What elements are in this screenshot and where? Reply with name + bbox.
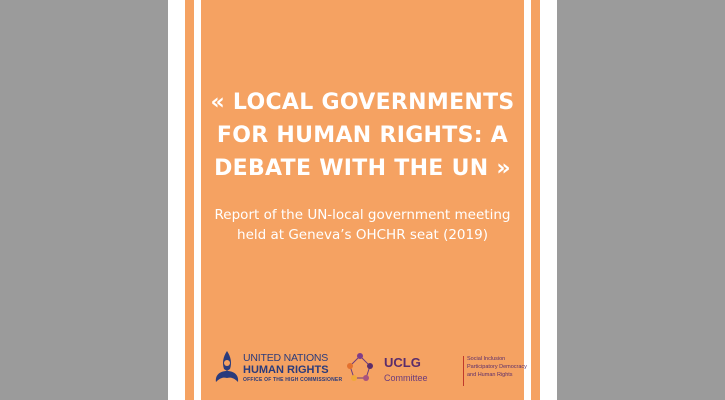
- un-emblem-icon: [213, 349, 241, 385]
- right-orange-stripe: [531, 0, 540, 400]
- right-gray-margin: [557, 0, 725, 400]
- un-line1: UNITED NATIONS: [243, 352, 329, 364]
- uclg-committee-name: Social Inclusion Participatory Democracy and Human Rights: [467, 356, 527, 378]
- un-line3: OFFICE OF THE HIGH COMMISSIONER: [243, 376, 343, 383]
- logo-divider: [463, 356, 464, 386]
- un-line2: HUMAN RIGHTS: [243, 363, 329, 376]
- report-cover: [168, 0, 557, 400]
- report-title: « LOCAL GOVERNMENTS FOR HUMAN RIGHTS: A DEBATE WITH THE UN »: [210, 90, 515, 181]
- cover-panel: [201, 0, 527, 400]
- report-subtitle: Report of the UN-local government meeting held at Geneva’s OHCHR seat (2019): [214, 207, 511, 243]
- uclg-committee-label: Committee: [384, 373, 428, 383]
- left-gray-margin: [0, 0, 168, 400]
- uclg-logo: [340, 350, 440, 390]
- uclg-network-icon: [340, 350, 380, 386]
- left-orange-stripe: [185, 0, 194, 400]
- uclg-name: UCLG: [384, 355, 421, 370]
